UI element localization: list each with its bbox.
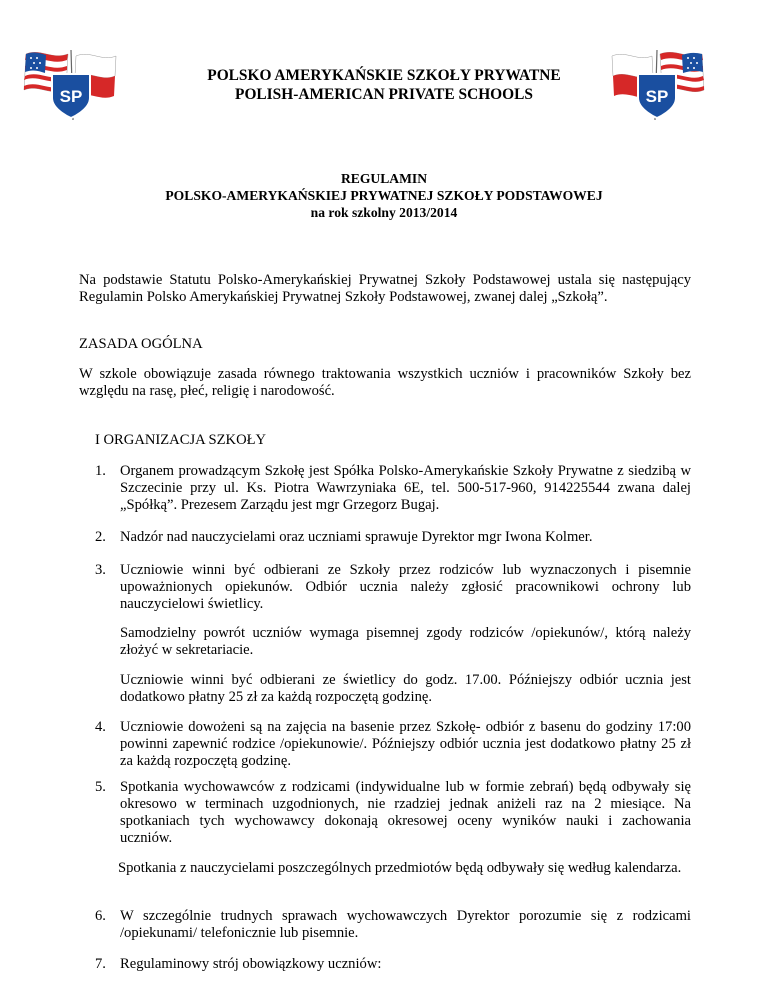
title-school: POLSKO-AMERYKAŃSKIEJ PRYWATNEJ SZKOŁY PODSTAWOWEJ [165, 188, 603, 203]
list-item-text: Uczniowie winni być odbierani ze Szkoły przez rodziców lub wyznaczonych i pisemnie upoważnionych opiekunów. Odbiór ucznia należy zgłosić pracownikowi ochrony lub nauczycielowi świetlicy. [120, 562, 691, 612]
logo-right-text: SP [645, 87, 669, 106]
general-heading: ZASADA OGÓLNA [79, 336, 203, 352]
list-item-number: 3. [95, 562, 106, 578]
school-name-polish: POLSKO AMERYKAŃSKIE SZKOŁY PRYWATNE [207, 67, 561, 84]
list-item-number: 1. [95, 463, 106, 479]
list-item-text: Regulaminowy strój obowiązkowy uczniów: [120, 956, 382, 972]
list-item-number: 7. [95, 956, 106, 972]
intro-paragraph: Na podstawie Statutu Polsko-Amerykańskiej Prywatnej Szkoły Podstawowej ustala się następujący Regulamin Polsko Amerykańskiej Prywatnej Szkoły Podstawowej, zwanej dalej „Szkołą”. [79, 272, 691, 305]
list-item-number: 6. [95, 908, 106, 924]
logo-left-text: SP [59, 87, 83, 106]
list-item-text: Spotkania wychowawców z rodzicami (indywidualne lub w formie zebrań) będą odbywały się okresowo w terminach uzgodnionych, nie rzadziej jednak aniżeli raz na 2 miesiące. Na spotkaniach tych wychowawcy dokonają okresowej oceny wyników nauki i zachowania uczniów. [120, 779, 691, 846]
item-3-afterschool: Uczniowie winni być odbierani ze świetlicy do godz. 17.00. Późniejszy odbiór ucznia jest dodatkowo płatny 25 zł za każdą rozpoczętą godzinę. [120, 672, 691, 705]
school-name-english: POLISH-AMERICAN PRIVATE SCHOOLS [235, 86, 533, 103]
item-5-teachers: Spotkania z nauczycielami poszczególnych przedmiotów będą odbywały się według kalendarza. [118, 860, 682, 876]
title-year: na rok szkolny 2013/2014 [310, 205, 458, 220]
list-item-number: 2. [95, 529, 106, 545]
list-item-text: Nadzór nad nauczycielami oraz uczniami sprawuje Dyrektor mgr Iwona Kolmer. [120, 529, 593, 545]
document-title [0, 170, 768, 221]
item-3-self-return: Samodzielny powrót uczniów wymaga pisemnej zgody rodziców /opiekunów/, którą należy złożyć w sekretariacie. [120, 625, 691, 658]
general-text: W szkole obowiązuje zasada równego traktowania wszystkich uczniów i pracowników Szkoły bez względu na rasę, płeć, religię i narodowość. [79, 366, 691, 399]
list-item-number: 5. [95, 779, 106, 795]
list-item-text: Uczniowie dowożeni są na zajęcia na basenie przez Szkołę- odbiór z basenu do godziny 17:00 powinni zapewnić rodzice /opiekunowie/. Późniejszy odbiór ucznia jest dodatkowo płatny 25 zł za każdą rozpoczętą godzinę. [120, 719, 691, 769]
section-organization-heading: I ORGANIZACJA SZKOŁY [95, 432, 267, 448]
school-header [0, 66, 768, 104]
list-item-text: Organem prowadzącym Szkołę jest Spółka Polsko-Amerykańskie Szkoły Prywatne z siedzibą w Szczecinie przy ul. Ks. Piotra Wawrzyniaka 6E, tel. 500-517-960, 914225544 zwana dalej „Spółką”. Prezesem Zarządu jest mgr Grzegorz Bugaj. [120, 463, 691, 513]
title-regulamin: REGULAMIN [340, 171, 428, 186]
list-item-text: W szczególnie trudnych sprawach wychowawczych Dyrektor porozumie się z rodzicami /opiekunami/ telefonicznie lub pisemnie. [120, 908, 691, 941]
list-item-number: 4. [95, 719, 106, 735]
